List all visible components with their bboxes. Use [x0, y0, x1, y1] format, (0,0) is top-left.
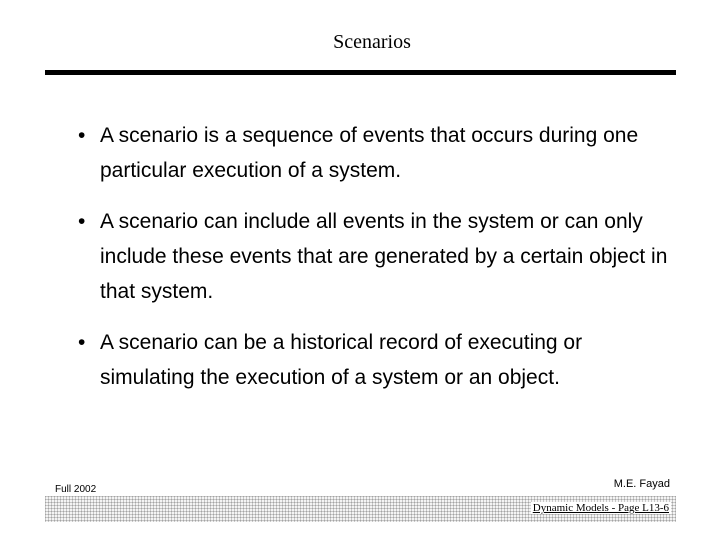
bullet-text: A scenario is a sequence of events that occurs during one particular execution of a system.	[100, 124, 639, 182]
bullet-list	[78, 118, 678, 411]
bullet-item	[78, 204, 678, 309]
footer-author: M.E. Fayad	[613, 478, 670, 490]
bullet-item	[78, 325, 678, 395]
bullet-text: A scenario can be a historical record of executing or simulating the execution of a system or an object.	[100, 331, 583, 389]
bullet-icon: •	[78, 210, 86, 233]
footer-date: Full 2002	[55, 484, 97, 495]
bullet-text: A scenario can include all events in the system or can only include these events that are generated by a certain object in that system.	[100, 210, 668, 303]
bullet-icon: •	[78, 331, 86, 354]
slide-title: Scenarios	[333, 31, 411, 53]
footer-page-label: Dynamic Models - Page L13-6	[532, 502, 669, 514]
footer-band	[45, 496, 676, 522]
bullet-icon: •	[78, 124, 86, 147]
title-divider	[45, 70, 676, 75]
bullet-item	[78, 118, 678, 188]
